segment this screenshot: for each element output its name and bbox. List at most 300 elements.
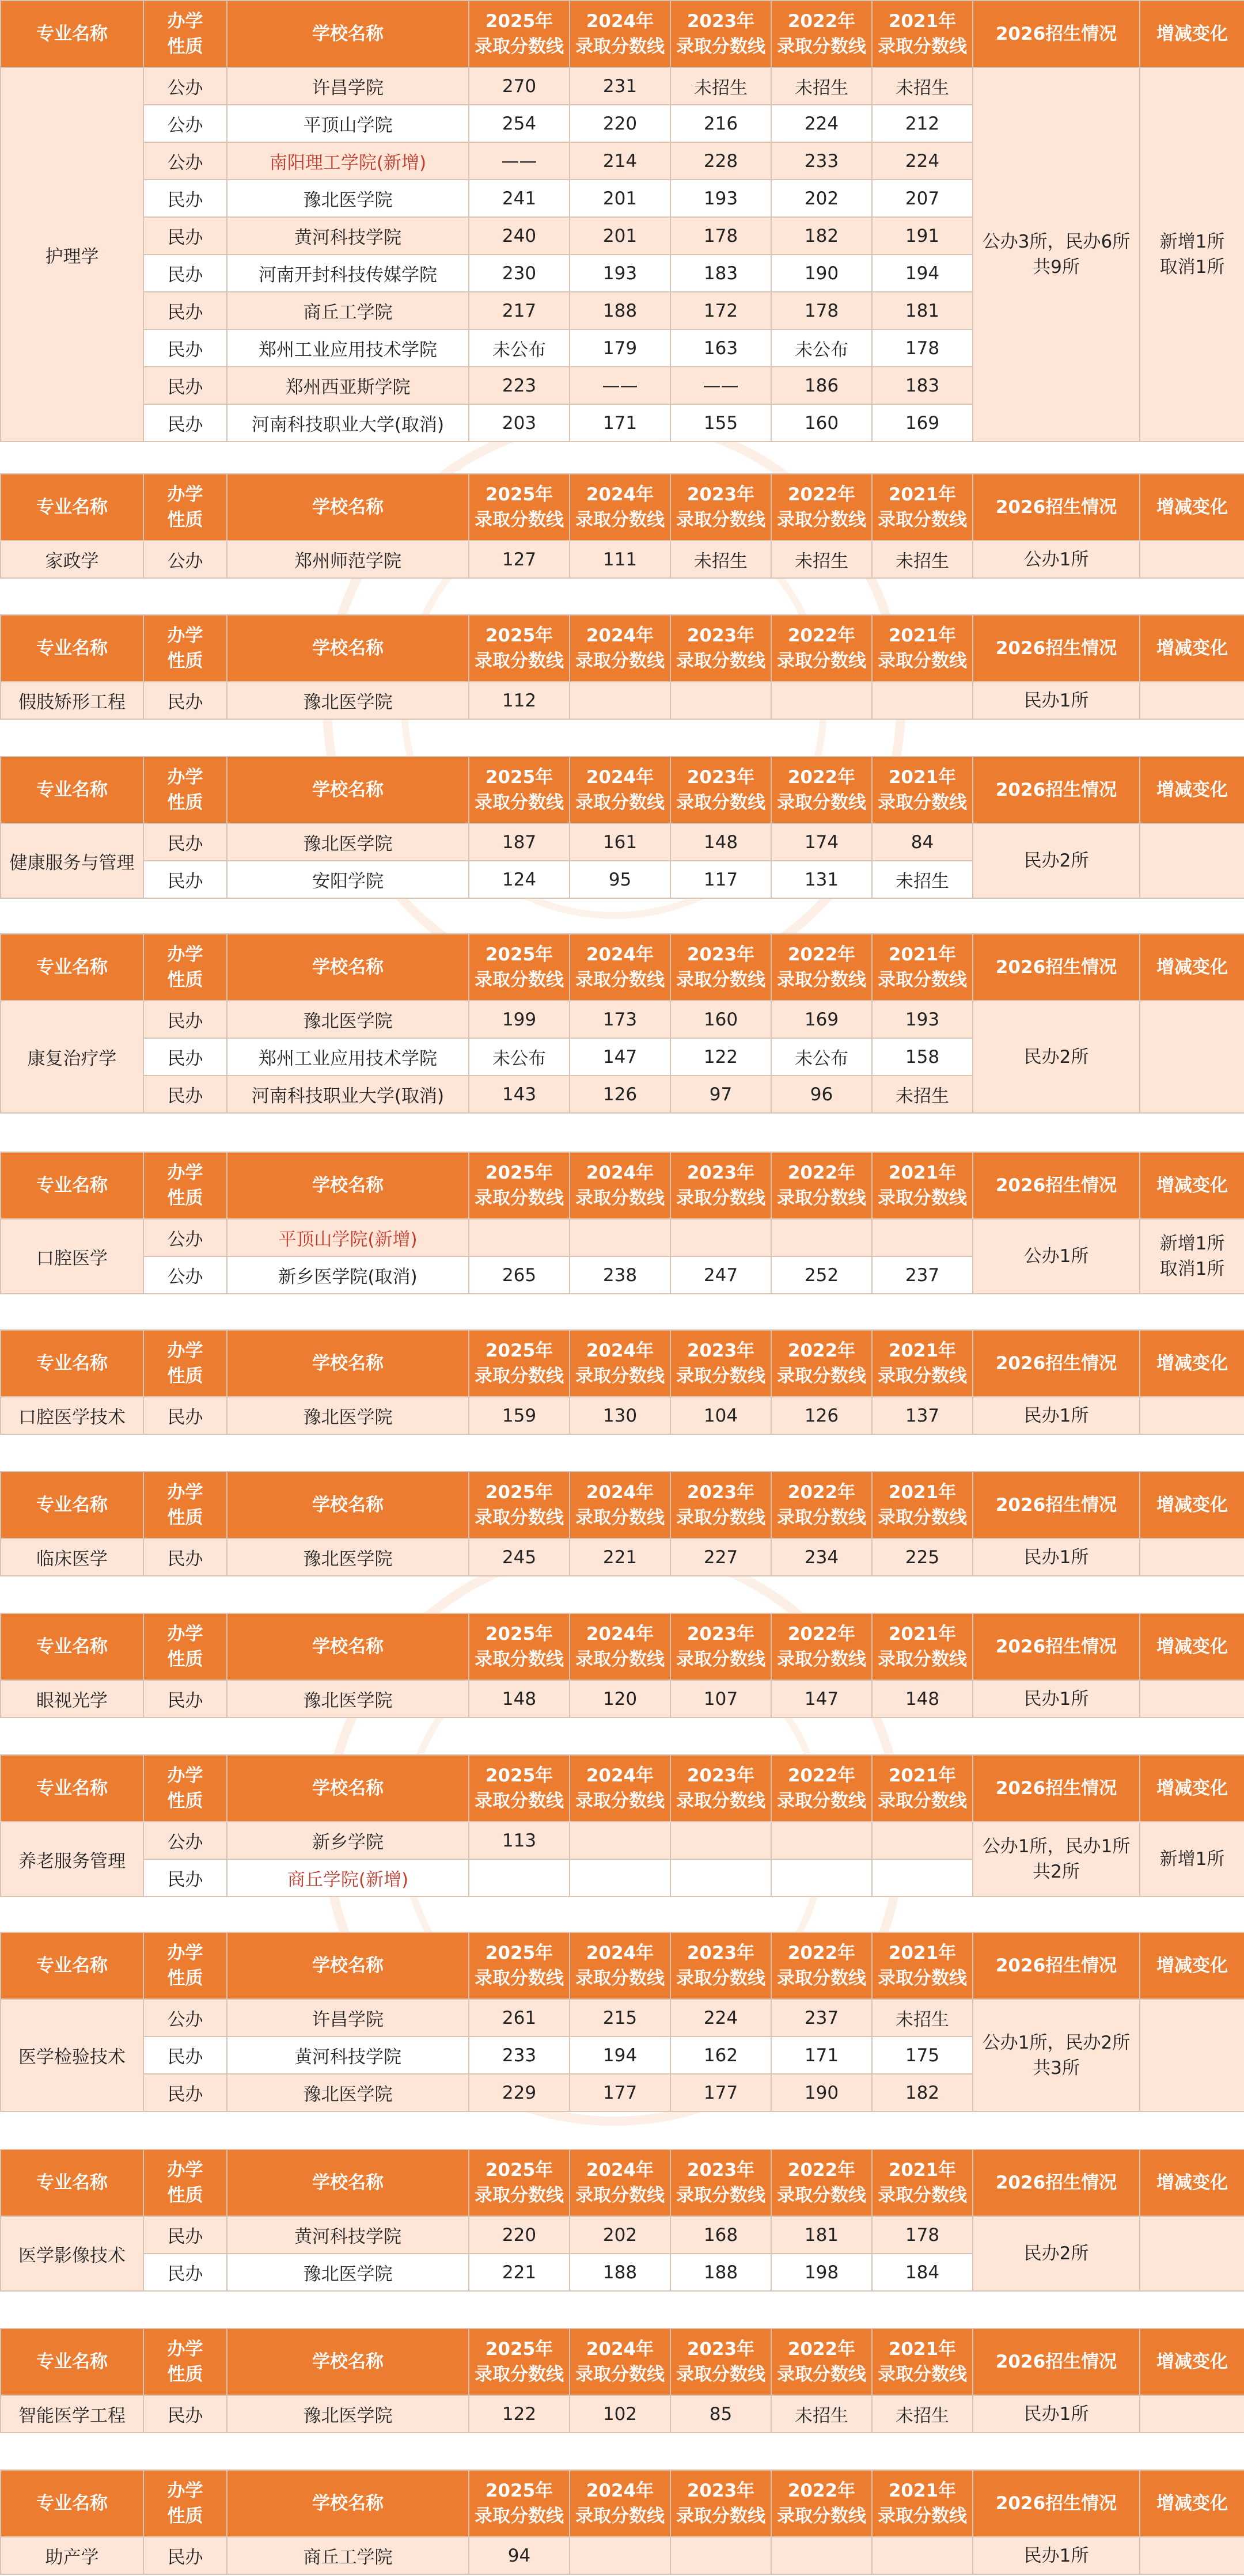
column-header: 学校名称 xyxy=(227,1755,469,1822)
score-cell: 191 xyxy=(872,217,973,254)
school-name: 郑州工业应用技术学院 xyxy=(227,329,469,367)
score-cell: 178 xyxy=(872,329,973,367)
column-header: 2026招生情况 xyxy=(973,1330,1140,1397)
major-name: 智能医学工程 xyxy=(1,2395,143,2433)
column-header: 专业名称 xyxy=(1,934,143,1001)
table-row xyxy=(1,1538,1244,1576)
column-header: 2025年 录取分数线 xyxy=(469,2328,570,2395)
column-header: 2023年 录取分数线 xyxy=(670,1152,771,1219)
change-note xyxy=(1140,541,1244,578)
score-cell xyxy=(771,2537,872,2574)
score-cell: 未招生 xyxy=(771,541,872,578)
score-cell: 未招生 xyxy=(872,861,973,898)
change-note xyxy=(1140,823,1244,898)
column-header: 2023年 录取分数线 xyxy=(670,757,771,823)
score-cell: 未招生 xyxy=(670,67,771,105)
major-block xyxy=(0,2469,1244,2575)
header-row xyxy=(1,2328,1244,2395)
score-cell xyxy=(670,1859,771,1897)
score-cell: 231 xyxy=(570,67,670,105)
major-name: 眼视光学 xyxy=(1,1680,143,1718)
column-header: 2021年 录取分数线 xyxy=(872,1,973,67)
school-nature: 民办 xyxy=(143,1001,227,1038)
column-header: 2024年 录取分数线 xyxy=(570,1472,670,1538)
score-cell: 94 xyxy=(469,2537,570,2574)
school-nature: 民办 xyxy=(143,180,227,217)
score-cell: 122 xyxy=(670,1038,771,1076)
school-name: 平顶山学院 xyxy=(227,105,469,142)
column-header: 办学 性质 xyxy=(143,1755,227,1822)
column-header: 增减变化 xyxy=(1140,1330,1244,1397)
column-header: 2026招生情况 xyxy=(973,1472,1140,1538)
school-name: 黄河科技学院 xyxy=(227,217,469,254)
score-cell: 124 xyxy=(469,861,570,898)
enrollment-summary: 民办1所 xyxy=(973,2537,1140,2574)
column-header: 办学 性质 xyxy=(143,2149,227,2216)
major-name: 医学检验技术 xyxy=(1,1999,143,2111)
column-header: 2021年 录取分数线 xyxy=(872,615,973,682)
score-cell: 188 xyxy=(570,2254,670,2291)
major-name: 健康服务与管理 xyxy=(1,823,143,898)
column-header: 2025年 录取分数线 xyxy=(469,615,570,682)
column-header: 增减变化 xyxy=(1140,2470,1244,2537)
school-name: 豫北医学院 xyxy=(227,1001,469,1038)
score-cell: 228 xyxy=(670,142,771,180)
score-cell: 174 xyxy=(771,823,872,861)
column-header: 专业名称 xyxy=(1,1613,143,1680)
school-nature: 民办 xyxy=(143,367,227,404)
column-header: 2021年 录取分数线 xyxy=(872,2470,973,2537)
major-block xyxy=(0,1152,1244,1294)
change-note: 新增1所 取消1所 xyxy=(1140,1219,1244,1294)
school-nature: 公办 xyxy=(143,1999,227,2037)
column-header: 专业名称 xyxy=(1,1152,143,1219)
score-cell: 188 xyxy=(570,292,670,329)
column-header: 2021年 录取分数线 xyxy=(872,474,973,541)
school-nature: 民办 xyxy=(143,2037,227,2074)
column-header: 2021年 录取分数线 xyxy=(872,1152,973,1219)
school-name: 郑州西亚斯学院 xyxy=(227,367,469,404)
school-nature: 民办 xyxy=(143,217,227,254)
score-cell: 147 xyxy=(771,1680,872,1718)
school-nature: 民办 xyxy=(143,254,227,292)
score-cell: 171 xyxy=(570,404,670,442)
column-header: 学校名称 xyxy=(227,1330,469,1397)
score-cell: 186 xyxy=(771,367,872,404)
score-cell: 220 xyxy=(570,105,670,142)
score-cell: 181 xyxy=(771,2216,872,2254)
school-nature: 民办 xyxy=(143,1680,227,1718)
column-header: 2025年 录取分数线 xyxy=(469,1,570,67)
column-header: 2025年 录取分数线 xyxy=(469,2149,570,2216)
column-header: 2022年 录取分数线 xyxy=(771,1932,872,1999)
column-header: 2025年 录取分数线 xyxy=(469,1755,570,1822)
major-table xyxy=(0,933,1244,1114)
score-cell: 245 xyxy=(469,1538,570,1576)
school-name: 郑州工业应用技术学院 xyxy=(227,1038,469,1076)
school-nature: 民办 xyxy=(143,404,227,442)
major-block xyxy=(0,2328,1244,2433)
column-header: 2023年 录取分数线 xyxy=(670,1472,771,1538)
major-table xyxy=(0,473,1244,579)
score-cell: 194 xyxy=(570,2037,670,2074)
table-row xyxy=(1,67,1244,105)
score-cell: 182 xyxy=(771,217,872,254)
column-header: 办学 性质 xyxy=(143,1472,227,1538)
major-block xyxy=(0,2149,1244,2292)
column-header: 增减变化 xyxy=(1140,757,1244,823)
school-name: 平顶山学院(新增) xyxy=(227,1219,469,1256)
score-cell: 220 xyxy=(469,2216,570,2254)
table-row xyxy=(1,1680,1244,1718)
column-header: 办学 性质 xyxy=(143,2470,227,2537)
column-header: 专业名称 xyxy=(1,1932,143,1999)
school-nature: 民办 xyxy=(143,2074,227,2111)
change-note xyxy=(1140,682,1244,719)
score-cell: 252 xyxy=(771,1256,872,1294)
score-cell xyxy=(872,1219,973,1256)
table-row xyxy=(1,1397,1244,1434)
score-cell: 241 xyxy=(469,180,570,217)
enrollment-summary: 民办2所 xyxy=(973,2216,1140,2291)
score-cell: 143 xyxy=(469,1076,570,1113)
column-header: 增减变化 xyxy=(1140,1,1244,67)
score-cell: 233 xyxy=(771,142,872,180)
score-cell: 未公布 xyxy=(771,329,872,367)
column-header: 2025年 录取分数线 xyxy=(469,757,570,823)
header-row xyxy=(1,1,1244,67)
major-table xyxy=(0,1613,1244,1718)
score-cell xyxy=(771,1859,872,1897)
major-block xyxy=(0,1329,1244,1435)
enrollment-summary: 公办1所 xyxy=(973,1219,1140,1294)
score-cell: 137 xyxy=(872,1397,973,1434)
column-header: 增减变化 xyxy=(1140,1932,1244,1999)
column-header: 2024年 录取分数线 xyxy=(570,1755,670,1822)
table-row xyxy=(1,1822,1244,1859)
column-header: 专业名称 xyxy=(1,2328,143,2395)
school-nature: 民办 xyxy=(143,682,227,719)
score-cell: 202 xyxy=(570,2216,670,2254)
score-cell: 221 xyxy=(570,1538,670,1576)
score-cell: 179 xyxy=(570,329,670,367)
major-name: 医学影像技术 xyxy=(1,2216,143,2291)
column-header: 2022年 录取分数线 xyxy=(771,1613,872,1680)
score-cell xyxy=(570,1859,670,1897)
column-header: 办学 性质 xyxy=(143,1613,227,1680)
major-name: 假肢矫形工程 xyxy=(1,682,143,719)
school-name: 许昌学院 xyxy=(227,67,469,105)
score-cell xyxy=(570,1822,670,1859)
score-cell: 148 xyxy=(670,823,771,861)
score-cell: 未公布 xyxy=(469,329,570,367)
score-cell: 190 xyxy=(771,2074,872,2111)
score-cell: 未招生 xyxy=(872,541,973,578)
column-header: 增减变化 xyxy=(1140,1152,1244,1219)
column-header: 2021年 录取分数线 xyxy=(872,1932,973,1999)
score-cell xyxy=(670,1822,771,1859)
column-header: 增减变化 xyxy=(1140,1472,1244,1538)
school-nature: 公办 xyxy=(143,541,227,578)
score-cell: 224 xyxy=(670,1999,771,2037)
score-cell: —— xyxy=(469,142,570,180)
column-header: 增减变化 xyxy=(1140,934,1244,1001)
school-nature: 民办 xyxy=(143,2254,227,2291)
major-block xyxy=(0,1471,1244,1576)
column-header: 2021年 录取分数线 xyxy=(872,1755,973,1822)
score-cell: 未公布 xyxy=(771,1038,872,1076)
school-nature: 公办 xyxy=(143,67,227,105)
score-cell: 193 xyxy=(670,180,771,217)
major-table xyxy=(0,1152,1244,1294)
column-header: 2025年 录取分数线 xyxy=(469,2470,570,2537)
school-nature: 民办 xyxy=(143,2537,227,2574)
score-cell: 147 xyxy=(570,1038,670,1076)
column-header: 2026招生情况 xyxy=(973,1613,1140,1680)
header-row xyxy=(1,615,1244,682)
school-name: 安阳学院 xyxy=(227,861,469,898)
column-header: 2023年 录取分数线 xyxy=(670,2328,771,2395)
column-header: 专业名称 xyxy=(1,757,143,823)
table-row xyxy=(1,2395,1244,2433)
score-cell: 169 xyxy=(872,404,973,442)
school-name: 商丘学院(新增) xyxy=(227,1859,469,1897)
score-cell: —— xyxy=(670,367,771,404)
score-cell: 148 xyxy=(872,1680,973,1718)
column-header: 2023年 录取分数线 xyxy=(670,1932,771,1999)
major-table xyxy=(0,2469,1244,2575)
major-name: 家政学 xyxy=(1,541,143,578)
school-name: 商丘工学院 xyxy=(227,2537,469,2574)
header-row xyxy=(1,1152,1244,1219)
column-header: 2021年 录取分数线 xyxy=(872,1472,973,1538)
column-header: 学校名称 xyxy=(227,2149,469,2216)
column-header: 学校名称 xyxy=(227,474,469,541)
major-table xyxy=(0,2149,1244,2292)
score-cell xyxy=(670,1219,771,1256)
score-cell: 233 xyxy=(469,2037,570,2074)
column-header: 2024年 录取分数线 xyxy=(570,2149,670,2216)
score-cell: 201 xyxy=(570,180,670,217)
score-cell xyxy=(872,1859,973,1897)
score-cell: 178 xyxy=(872,2216,973,2254)
column-header: 2026招生情况 xyxy=(973,757,1140,823)
score-cell: 261 xyxy=(469,1999,570,2037)
school-nature: 公办 xyxy=(143,105,227,142)
major-table xyxy=(0,1329,1244,1435)
column-header: 办学 性质 xyxy=(143,1,227,67)
column-header: 增减变化 xyxy=(1140,615,1244,682)
column-header: 办学 性质 xyxy=(143,934,227,1001)
column-header: 学校名称 xyxy=(227,2328,469,2395)
enrollment-summary: 民办1所 xyxy=(973,2395,1140,2433)
score-cell: 216 xyxy=(670,105,771,142)
column-header: 2024年 录取分数线 xyxy=(570,1613,670,1680)
score-cell xyxy=(570,1219,670,1256)
school-name: 南阳理工学院(新增) xyxy=(227,142,469,180)
change-note xyxy=(1140,1999,1244,2111)
score-cell: 237 xyxy=(771,1999,872,2037)
school-nature: 公办 xyxy=(143,1219,227,1256)
score-cell: 未招生 xyxy=(872,1076,973,1113)
score-cell: 未招生 xyxy=(670,541,771,578)
school-name: 新乡学院 xyxy=(227,1822,469,1859)
column-header: 增减变化 xyxy=(1140,1613,1244,1680)
score-cell: 169 xyxy=(771,1001,872,1038)
score-cell: 163 xyxy=(670,329,771,367)
column-header: 2025年 录取分数线 xyxy=(469,1613,570,1680)
column-header: 2021年 录取分数线 xyxy=(872,1330,973,1397)
major-name: 口腔医学技术 xyxy=(1,1397,143,1434)
change-note: 新增1所 取消1所 xyxy=(1140,67,1244,442)
score-cell: 230 xyxy=(469,254,570,292)
column-header: 2025年 录取分数线 xyxy=(469,1932,570,1999)
score-cell xyxy=(570,2537,670,2574)
column-header: 2025年 录取分数线 xyxy=(469,474,570,541)
score-cell: 227 xyxy=(670,1538,771,1576)
column-header: 2026招生情况 xyxy=(973,615,1140,682)
column-header: 办学 性质 xyxy=(143,1932,227,1999)
column-header: 2024年 录取分数线 xyxy=(570,1330,670,1397)
school-nature: 民办 xyxy=(143,1859,227,1897)
score-cell: 161 xyxy=(570,823,670,861)
column-header: 2022年 录取分数线 xyxy=(771,2149,872,2216)
enrollment-summary: 民办2所 xyxy=(973,1001,1140,1113)
major-block xyxy=(0,1613,1244,1718)
score-cell: 199 xyxy=(469,1001,570,1038)
column-header: 办学 性质 xyxy=(143,615,227,682)
column-header: 2022年 录取分数线 xyxy=(771,1755,872,1822)
column-header: 专业名称 xyxy=(1,474,143,541)
school-name: 新乡医学院(取消) xyxy=(227,1256,469,1294)
table-row xyxy=(1,541,1244,578)
score-cell xyxy=(872,1822,973,1859)
score-cell: 未招生 xyxy=(872,2395,973,2433)
school-nature: 民办 xyxy=(143,292,227,329)
column-header: 2024年 录取分数线 xyxy=(570,757,670,823)
column-header: 2023年 录取分数线 xyxy=(670,474,771,541)
major-block xyxy=(0,1932,1244,2112)
enrollment-summary: 民办1所 xyxy=(973,1397,1140,1434)
score-cell: 254 xyxy=(469,105,570,142)
score-cell: 177 xyxy=(570,2074,670,2111)
column-header: 2021年 录取分数线 xyxy=(872,1613,973,1680)
header-row xyxy=(1,2149,1244,2216)
score-cell: 193 xyxy=(872,1001,973,1038)
column-header: 2026招生情况 xyxy=(973,1152,1140,1219)
column-header: 学校名称 xyxy=(227,1152,469,1219)
column-header: 2024年 录取分数线 xyxy=(570,474,670,541)
enrollment-summary: 民办1所 xyxy=(973,682,1140,719)
column-header: 2022年 录取分数线 xyxy=(771,615,872,682)
school-name: 豫北医学院 xyxy=(227,1680,469,1718)
change-note: 新增1所 xyxy=(1140,1822,1244,1897)
score-cell: 168 xyxy=(670,2216,771,2254)
score-cell: 190 xyxy=(771,254,872,292)
column-header: 2023年 录取分数线 xyxy=(670,2149,771,2216)
score-cell: 207 xyxy=(872,180,973,217)
score-cell: 96 xyxy=(771,1076,872,1113)
column-header: 2024年 录取分数线 xyxy=(570,934,670,1001)
column-header: 学校名称 xyxy=(227,1,469,67)
score-cell: 234 xyxy=(771,1538,872,1576)
column-header: 2023年 录取分数线 xyxy=(670,1755,771,1822)
score-cell: 187 xyxy=(469,823,570,861)
school-name: 豫北医学院 xyxy=(227,2074,469,2111)
column-header: 2023年 录取分数线 xyxy=(670,1330,771,1397)
score-cell: 217 xyxy=(469,292,570,329)
major-table xyxy=(0,756,1244,899)
score-cell: 未招生 xyxy=(872,1999,973,2037)
column-header: 2022年 录取分数线 xyxy=(771,934,872,1001)
score-cell: 112 xyxy=(469,682,570,719)
school-name: 豫北医学院 xyxy=(227,2254,469,2291)
header-row xyxy=(1,1330,1244,1397)
enrollment-summary: 公办1所，民办1所 共2所 xyxy=(973,1822,1140,1897)
table-row xyxy=(1,682,1244,719)
column-header: 增减变化 xyxy=(1140,1755,1244,1822)
school-nature: 民办 xyxy=(143,2216,227,2254)
score-cell: 225 xyxy=(872,1538,973,1576)
column-header: 学校名称 xyxy=(227,615,469,682)
score-cell: 203 xyxy=(469,404,570,442)
score-cell: 223 xyxy=(469,367,570,404)
column-header: 办学 性质 xyxy=(143,757,227,823)
column-header: 2026招生情况 xyxy=(973,1755,1140,1822)
score-cell: 182 xyxy=(872,2074,973,2111)
table-row xyxy=(1,823,1244,861)
major-block xyxy=(0,756,1244,899)
column-header: 2024年 录取分数线 xyxy=(570,2470,670,2537)
change-note xyxy=(1140,1001,1244,1113)
school-name: 河南开封科技传媒学院 xyxy=(227,254,469,292)
column-header: 专业名称 xyxy=(1,1472,143,1538)
column-header: 专业名称 xyxy=(1,1,143,67)
major-block xyxy=(0,933,1244,1114)
column-header: 2023年 录取分数线 xyxy=(670,1,771,67)
header-row xyxy=(1,1932,1244,1999)
score-cell xyxy=(670,682,771,719)
column-header: 2026招生情况 xyxy=(973,474,1140,541)
enrollment-summary: 公办3所，民办6所 共9所 xyxy=(973,67,1140,442)
major-name: 养老服务管理 xyxy=(1,1822,143,1897)
score-cell: 215 xyxy=(570,1999,670,2037)
score-cell: 237 xyxy=(872,1256,973,1294)
score-cell: 240 xyxy=(469,217,570,254)
column-header: 2023年 录取分数线 xyxy=(670,934,771,1001)
score-cell: 171 xyxy=(771,2037,872,2074)
score-cell xyxy=(771,1219,872,1256)
score-cell: 127 xyxy=(469,541,570,578)
column-header: 2021年 录取分数线 xyxy=(872,2328,973,2395)
enrollment-summary: 公办1所，民办2所 共3所 xyxy=(973,1999,1140,2111)
score-cell: 265 xyxy=(469,1256,570,1294)
column-header: 2024年 录取分数线 xyxy=(570,1,670,67)
major-table xyxy=(0,614,1244,720)
header-row xyxy=(1,474,1244,541)
score-cell xyxy=(469,1219,570,1256)
table-row xyxy=(1,1219,1244,1256)
score-cell: 175 xyxy=(872,2037,973,2074)
score-cell: 104 xyxy=(670,1397,771,1434)
column-header: 2026招生情况 xyxy=(973,934,1140,1001)
column-header: 专业名称 xyxy=(1,615,143,682)
major-table xyxy=(0,1754,1244,1897)
column-header: 办学 性质 xyxy=(143,1330,227,1397)
score-cell: 181 xyxy=(872,292,973,329)
score-cell: 155 xyxy=(670,404,771,442)
change-note xyxy=(1140,2216,1244,2291)
